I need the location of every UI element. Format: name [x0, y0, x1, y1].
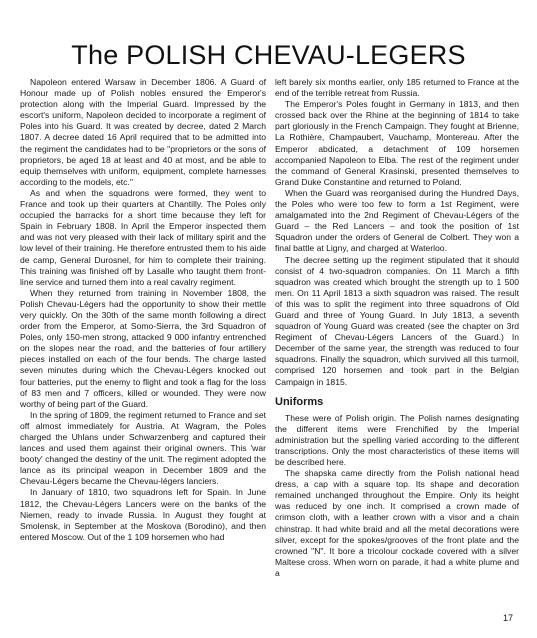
paragraph: When they returned from training in November 1808, the Polish Chevau-Légers had the opportunity to show their mettle very quickly. On the 30th of the same month following a direct order from the Emperor, at Somo-Sierra, the 3rd Squadron of Poles, only 150-men strong, attacked 9 000 infantry entrenched on the slopes near the road, and the batteries of four artillery pieces installed on each of the four bends. The charge lasted seven minutes during which the Chevau-Légers knocked out four batteries, put the enemy to flight and took a flag for the loss of 83 men and 7 officers, killed or wounded. They were now worthy of being part of the Guard.	[20, 287, 266, 409]
paragraph: The decree setting up the regiment stipulated that it should consist of 4 two-squadron companies. On 11 March a fifth squadron was created which brought the strength up to 1 500 men. On 11 April 1813 a sixth squadron was raised. The result of this was to split the regiment into three squadrons of Old Guard and three of Young Guard. In July 1813, a seventh squadron of Young Guard was created (see the chapter on 3rd Regiment of Chevau-Légers Lancers of the Guard.) In December of the same year, the strength was reduced to four squadrons. Finally the squadron, which survived all this turmoil, comprised 120 horsemen and took part in the Belgian Campaign in 1815.	[275, 254, 519, 387]
paragraph: The Emperor's Poles fought in Germany in 1813, and then crossed back over the Rhine at the beginning of 1814 to take part gloriously in the French Campaign. They fought at Brienne, La Rothière, Champaubert, Vauchamp, Montereau. After the Emperor abdicated, a detachment of 109 horsemen accompanied Napoleon to Elba. The rest of the regiment under the command of General Krasinski, presented themselves to Grand Duke Constantine and returned to Poland.	[275, 99, 519, 187]
section-heading-uniforms: Uniforms	[275, 395, 324, 408]
paragraph: When the Guard was reorganised during the Hundred Days, the Poles who were too few to form a 1st Regiment, were amalgamated into the 2nd Regiment of Chevau-Légers of the Guard – the Red Lancers – and took the position of 1st Squadron under the orders of General de Colbert. They won a final battle at Ligny, and charged at Waterloo.	[275, 187, 519, 254]
left-column	[20, 77, 266, 543]
paragraph: In January of 1810, two squadrons left for Spain. In June 1812, the Chevau-Légers Lancers were on the banks of the Niemen, ready to invade Russia. In August they fought at Smolensk, in September at the Moskova (Borodino), and then entered Moscow. Out of the 1 109 horsemen who had	[20, 487, 266, 542]
page-number: 17	[503, 613, 514, 623]
paragraph: In the spring of 1809, the regiment returned to France and set off almost immediately for Austria. At Wagram, the Poles charged the Uhlans under Schwarzenberg and captured their lances and used them against their original owners. This 'war booty' changed the destiny of the unit. The regiment adopted the lance as its principal weapon in December 1809 and the Chevau-Légers became the Chevau-légers lanciers.	[20, 409, 266, 487]
paragraph: The shapska came directly from the Polish national head dress, a cap with a square top. Its shape and decoration remained unchanged throughout the Empire. Only its height was reduced by one inch. It comprised a crown made of crimson cloth, with a leather crown with a visor and a chain chinstrap. It had white braid and all the metal decorations were silver, except for the spokes/grooves of the front plate and the crowned "N". It bore a tricolour cockade covered with a silver Maltese cross. When worn on parade, it had a white plume and a	[275, 468, 519, 578]
paragraph: left barely six months earlier, only 185 returned to France at the end of the terrible retreat from Russia.	[275, 77, 519, 99]
paragraph: These were of Polish origin. The Polish names designating the different items were Frenchified by the Imperial administration but the spelling varied according to the different transcriptions. Only the most characteristics of these items will be described here.	[275, 412, 519, 467]
page-title: The POLISH CHEVAU-LEGERS	[71, 40, 466, 70]
paragraph: Napoleon entered Warsaw in December 1806. A Guard of Honour made up of Polish nobles ensured the Emperor's protection along with the Imperial Guard. Impressed by the escort's uniform, Napoleon decided to incorporate a regiment of Poles into his Guard. It was created by decree, dated 2 March 1807. A decree dated 16 April required that to be admitted into the regiment the candidates had to be "proprietors or the sons of proprietors, be aged 18 at least and 40 at most, and be able to equip themselves with uniform, equipment, complete harnesses according to the models, etc."	[20, 77, 266, 187]
right-column	[275, 77, 519, 579]
paragraph: As and when the squadrons were formed, they went to France and took up their quarters at Chantilly. The Poles only occupied the barracks for a short time because they left for Spain in February 1808. In April the Emperor inspected them and was not very pleased with their lack of military spirit and the low level of their training. He therefore entrusted them to his aide de camp, General Durosnel, for him to complete their training. This training was finished off by Lasalle who taught them front-line service and turned them into a real cavalry regiment.	[20, 187, 267, 287]
